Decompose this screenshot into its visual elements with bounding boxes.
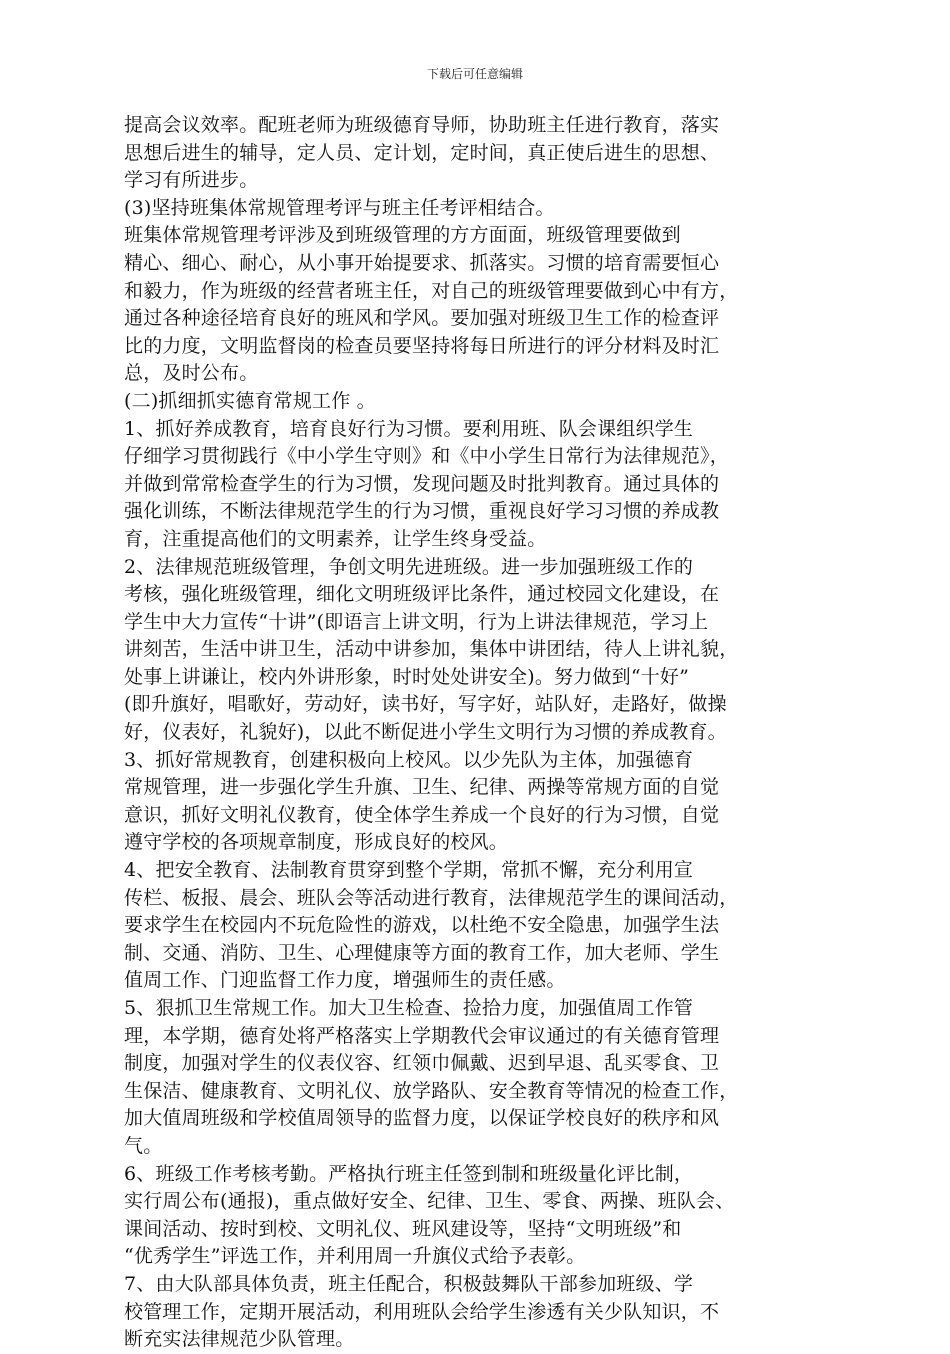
text-line: 制度，加强对学生的仪表仪容、红领巾佩戴、迟到早退、乱买零食、卫 (124, 1052, 720, 1075)
text-line: 意识，抓好文明礼仪教育，使全体学生养成一个良好的行为习惯，自觉 (124, 803, 720, 826)
text-line: 断充实法律规范少队管理。 (124, 1328, 355, 1351)
text-line: 常规管理，进一步强化学生升旗、卫生、纪律、两操等常规方面的自觉 (124, 776, 720, 799)
text-line: 比的力度，文明监督岗的检查员要坚持将每日所进行的评分材料及时汇 (124, 334, 720, 357)
text-line: 校管理工作，定期开展活动，利用班队会给学生渗透有关少队知识，不 (124, 1300, 720, 1323)
text-line: 生保洁、健康教育、文明礼仪、放学路队、安全教育等情况的检查工作， (124, 1079, 739, 1102)
text-line: 思想后进生的辅导，定人员、定计划，定时间，真正使后进生的思想、 (124, 141, 720, 164)
text-line: 6、班级工作考核考勤。严格执行班主任签到制和班级量化评比制， (124, 1162, 694, 1185)
text-line: 育，注重提高他们的文明素养，让学生终身受益。 (124, 527, 547, 550)
text-line: (3)坚持班集体常规管理考评与班主任考评相结合。 (124, 196, 555, 219)
text-line: 1、抓好养成教育，培育良好行为习惯。要利用班、队会课组织学生 (124, 417, 694, 440)
text-line: 精心、细心、耐心，从小事开始提要求、抓落实。习惯的培育需要恒心 (124, 251, 720, 274)
text-line: 总，及时公布。 (124, 362, 259, 385)
text-line: 考核，强化班级管理，细化文明班级评比条件，通过校园文化建设，在 (124, 583, 720, 606)
text-line: 5、狠抓卫生常规工作。加大卫生检查、捡拾力度，加强值周工作管 (124, 997, 694, 1019)
text-line: 学生中大力宣传“十讲”(即语言上讲文明，行为上讲法律规范，学习上 (124, 610, 709, 633)
page-header: 下载后可任意编辑 (426, 67, 523, 81)
text-line: 4、把安全教育、法制教育贯穿到整个学期，常抓不懈，充分利用宣 (124, 859, 694, 882)
text-line: 好，仪表好，礼貌好)，以此不断促进小学生文明行为习惯的养成教育。 (124, 721, 727, 744)
text-line: 讲刻苦，生活中讲卫生，活动中讲参加，集体中讲团结，待人上讲礼貌， (124, 638, 739, 661)
text-line: 值周工作、门迎监督工作力度，增强师生的责任感。 (124, 969, 566, 992)
text-line: 强化训练，不断法律规范学生的行为习惯，重视良好学习习惯的养成教 (124, 500, 720, 523)
text-line: 处事上讲谦让，校内外讲形象，时时处处讲安全)。努力做到“十好” (124, 665, 690, 688)
text-line: 提高会议效率。配班老师为班级德育导师，协助班主任进行教育，落实 (124, 114, 720, 136)
section-heading: (二)抓细抓实德育常规工作 。 (124, 389, 376, 412)
text-line: 遵守学校的各项规章制度，形成良好的校风。 (124, 831, 509, 854)
text-line: 7、由大队部具体负责，班主任配合，积极鼓舞队干部参加班级、学 (124, 1272, 694, 1295)
text-line: 加大值周班级和学校值周领导的监督力度，以保证学校良好的秩序和风 (124, 1107, 720, 1130)
text-line: 和毅力，作为班级的经营者班主任，对自己的班级管理要做到心中有方， (124, 279, 739, 302)
text-line: 学习有所进步。 (124, 169, 259, 192)
text-line: 理，本学期，德育处将严格落实上学期教代会审议通过的有关德育管理 (124, 1024, 720, 1047)
text-line: 仔细学习贯彻践行《中小学生守则》和《中小学生日常行为法律规范》， (124, 445, 729, 468)
text-line: 气。 (124, 1134, 163, 1157)
text-line: (即升旗好，唱歌好，劳动好，读书好，写字好，站队好，走路好，做操 (124, 693, 727, 716)
text-line: 制、交通、消防、卫生、心理健康等方面的教育工作，加大老师、学生 (124, 941, 720, 964)
text-line: 传栏、板报、晨会、班队会等活动进行教育，法律规范学生的课间活动， (124, 886, 739, 909)
text-line: “优秀学生”评选工作，并利用周一升旗仪式给予表彰。 (124, 1245, 586, 1268)
text-line: 实行周公布(通报)，重点做好安全、纪律、卫生、零食、两操、班队会、 (124, 1190, 735, 1213)
text-line: 要求学生在校园内不玩危险性的游戏，以杜绝不安全隐患，加强学生法 (124, 914, 720, 937)
text-line: 课间活动、按时到校、文明礼仪、班风建设等，坚持“文明班级”和 (124, 1217, 682, 1240)
text-line: 2、法律规范班级管理，争创文明先进班级。进一步加强班级工作的 (124, 555, 694, 578)
text-line: 班集体常规管理考评涉及到班级管理的方方面面，班级管理要做到 (124, 224, 681, 247)
text-line: 并做到常常检查学生的行为习惯，发现问题及时批判教育。通过具体的 (124, 472, 720, 495)
text-line: 通过各种途径培育良好的班风和学风。要加强对班级卫生工作的检查评 (124, 307, 720, 330)
text-line: 3、抓好常规教育，创建积极向上校风。以少先队为主体，加强德育 (124, 748, 694, 771)
document-body (124, 112, 834, 1354)
